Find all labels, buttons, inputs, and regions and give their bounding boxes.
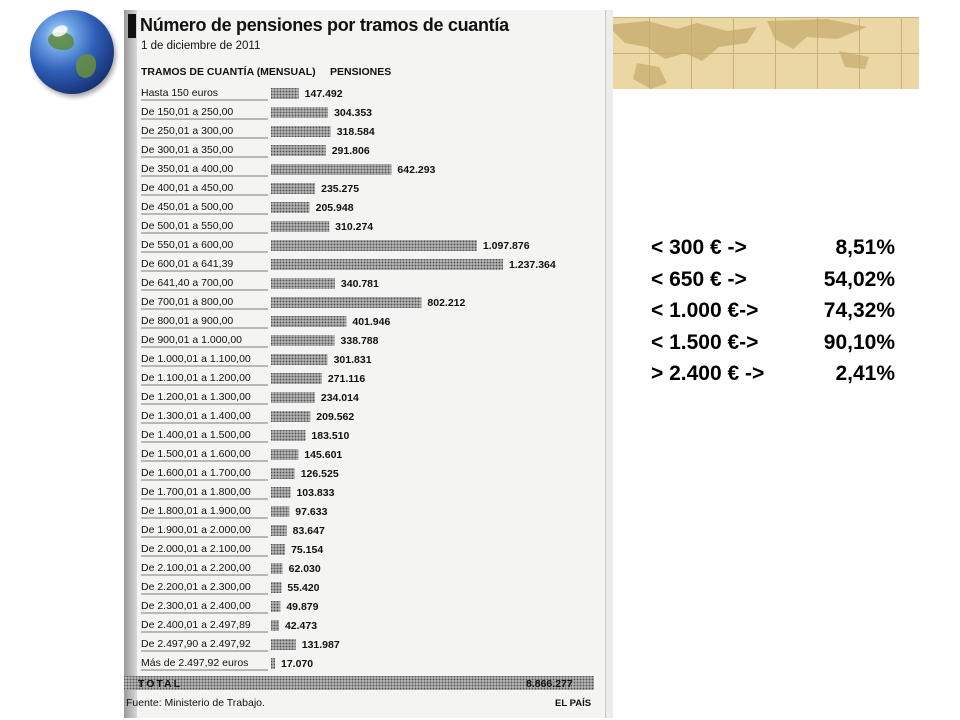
bar — [271, 145, 326, 156]
bar — [271, 601, 280, 612]
summary-threshold: < 1.500 €-> — [651, 330, 759, 354]
value-label: 83.647 — [292, 525, 325, 537]
value-label: 304.353 — [334, 107, 373, 119]
value-label: 103.833 — [296, 487, 335, 499]
summary-percentage: 90,10% — [823, 330, 895, 354]
value-label: 318.584 — [336, 126, 375, 138]
total-bar — [124, 676, 594, 690]
value-label: 126.525 — [300, 468, 339, 480]
category-label: De 1.500,01 a 1.600,00 — [141, 448, 251, 460]
chart-subtitle: 1 de diciembre de 2011 — [141, 40, 261, 52]
bar — [271, 525, 287, 536]
value-label: 340.781 — [340, 278, 379, 290]
summary-percentage: 74,32% — [823, 299, 895, 322]
category-label: De 2.400,01 a 2.497,89 — [141, 619, 251, 631]
bar — [271, 449, 298, 460]
bar — [271, 582, 281, 593]
value-label: 1.237.364 — [509, 259, 556, 271]
summary-row — [651, 264, 911, 296]
bar — [271, 544, 285, 555]
summary-threshold: < 300 € -> — [651, 236, 747, 259]
value-label: 183.510 — [311, 430, 350, 442]
value-label: 802.212 — [427, 297, 466, 309]
bar — [271, 620, 279, 631]
chart-title: Número de pensiones por tramos de cuantía — [140, 15, 509, 35]
category-label: De 1.600,01 a 1.700,00 — [141, 467, 251, 479]
source-note: Fuente: Ministerio de Trabajo. — [126, 697, 265, 709]
summary-row — [651, 295, 911, 327]
bar — [271, 183, 315, 194]
bar — [271, 411, 310, 422]
value-label: 49.879 — [286, 601, 319, 613]
bar — [271, 202, 310, 213]
category-label: Más de 2.497,92 euros — [141, 657, 249, 669]
total-label: TOTAL — [138, 678, 183, 690]
category-label: De 1.700,01 a 1.800,00 — [141, 486, 251, 498]
value-label: 131.987 — [301, 639, 340, 651]
bar — [271, 506, 289, 517]
category-label: De 450,01 a 500,00 — [141, 201, 234, 213]
summary-row — [651, 232, 911, 264]
bar — [271, 88, 299, 99]
publisher-brand: EL PAÍS — [555, 698, 592, 709]
bar — [271, 335, 335, 346]
total-value: 8.866.277 — [526, 678, 573, 690]
summary-row — [651, 327, 911, 359]
category-label: De 350,01 a 400,00 — [141, 163, 234, 175]
category-label: De 550,01 a 600,00 — [141, 239, 234, 251]
value-label: 1.097.876 — [482, 240, 530, 252]
category-label: De 1.900,01 a 2.000,00 — [141, 524, 251, 536]
category-label: De 900,01 a 1.000,00 — [141, 334, 243, 346]
bar — [271, 354, 328, 365]
bar — [271, 107, 328, 118]
bar — [271, 316, 346, 327]
category-label: De 2.300,01 a 2.400,00 — [141, 600, 251, 612]
bar — [271, 487, 290, 498]
category-label: De 1.800,01 a 1.900,00 — [141, 505, 251, 517]
summary-threshold: < 1.000 €-> — [651, 299, 759, 322]
value-label: 234.014 — [320, 392, 359, 404]
category-label: De 150,01 a 250,00 — [141, 106, 234, 118]
bar — [271, 297, 421, 308]
value-label: 291.806 — [331, 145, 370, 157]
category-label: De 2.200,01 a 2.300,00 — [141, 581, 251, 593]
category-column-header: TRAMOS DE CUANTÍA (MENSUAL) — [141, 66, 316, 78]
bar — [271, 259, 503, 270]
summary-percentage: 8,51% — [835, 236, 895, 259]
value-label: 301.831 — [333, 354, 372, 366]
value-label: 235.275 — [321, 183, 360, 195]
value-label: 209.562 — [316, 411, 355, 423]
value-column-header: PENSIONES — [330, 66, 392, 78]
category-label: De 1.400,01 a 1.500,00 — [141, 429, 251, 441]
bar — [271, 373, 322, 384]
bar — [271, 468, 295, 479]
category-label: De 600,01 a 641,39 — [141, 258, 234, 270]
summary-row — [651, 358, 911, 390]
category-label: De 1.200,01 a 1.300,00 — [141, 391, 251, 403]
value-label: 97.633 — [295, 506, 328, 518]
bar — [271, 221, 329, 232]
category-label: De 2.497,90 a 2.497,92 — [141, 638, 251, 650]
value-label: 147.492 — [304, 88, 343, 100]
value-label: 642.293 — [397, 164, 436, 176]
summary-threshold: < 650 € -> — [651, 267, 747, 291]
category-label: De 641,40 a 700,00 — [141, 277, 234, 289]
value-label: 338.788 — [340, 335, 379, 347]
category-label: De 1.000,01 a 1.100,00 — [141, 353, 251, 365]
category-label: De 700,01 a 800,00 — [141, 296, 234, 308]
bar — [271, 563, 283, 574]
summary-stats — [651, 232, 911, 390]
summary-percentage: 2,41% — [835, 362, 895, 385]
summary-threshold: > 2.400 € -> — [651, 362, 765, 385]
category-label: De 300,01 a 350,00 — [141, 144, 234, 156]
category-label: De 2.100,01 a 2.200,00 — [141, 562, 251, 574]
value-label: 55.420 — [287, 582, 320, 594]
category-label: De 2.000,01 a 2.100,00 — [141, 543, 251, 555]
category-label: De 1.100,01 a 1.200,00 — [141, 372, 251, 384]
summary-percentage: 54,02% — [823, 267, 895, 291]
value-label: 42.473 — [284, 620, 318, 632]
bar — [271, 639, 296, 650]
category-label: De 250,01 a 300,00 — [141, 125, 234, 137]
category-label: Hasta 150 euros — [141, 87, 219, 99]
category-label: De 500,01 a 550,00 — [141, 220, 234, 232]
bar — [271, 164, 391, 175]
bar — [271, 430, 305, 441]
value-label: 271.116 — [327, 373, 366, 385]
bar — [271, 278, 335, 289]
value-label: 62.030 — [288, 563, 321, 575]
category-label: De 1.300,01 a 1.400,00 — [141, 410, 251, 422]
bar — [271, 240, 477, 251]
value-label: 17.070 — [281, 658, 314, 670]
value-label: 310.274 — [335, 221, 374, 233]
value-label: 145.601 — [304, 449, 343, 461]
value-label: 401.946 — [352, 316, 391, 328]
bar — [271, 126, 331, 137]
category-label: De 800,01 a 900,00 — [141, 315, 234, 327]
bar — [271, 392, 315, 403]
value-label: 205.948 — [315, 202, 354, 214]
bar — [271, 658, 275, 669]
value-label: 75.154 — [291, 544, 324, 556]
category-label: De 400,01 a 450,00 — [141, 182, 234, 194]
